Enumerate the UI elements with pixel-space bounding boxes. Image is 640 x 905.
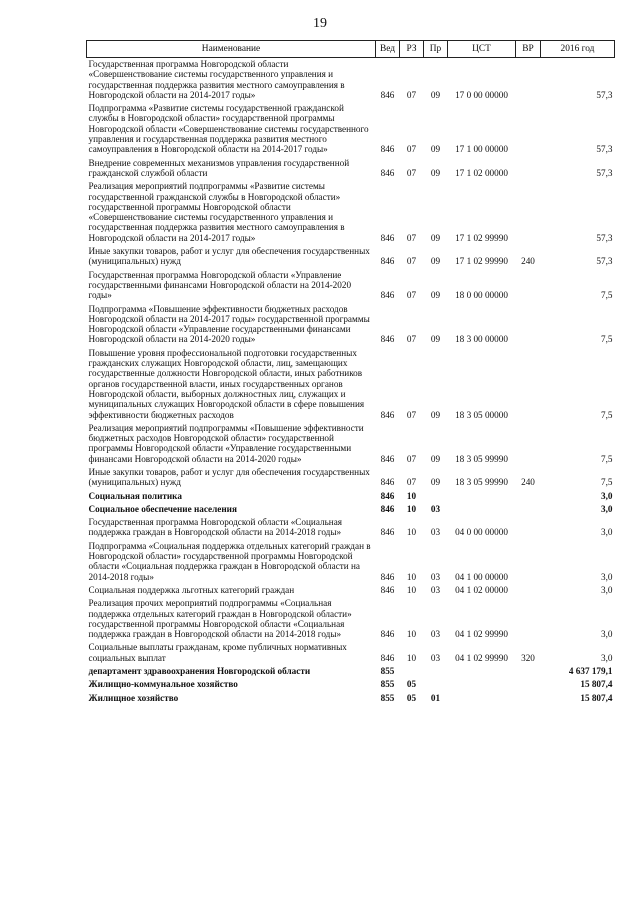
budget-table [86, 40, 615, 705]
table-row [87, 422, 615, 466]
row-ved: 846 [380, 334, 395, 345]
row-cst: 17 1 02 00000 [455, 167, 508, 178]
row-amount: 57,3 [596, 232, 613, 243]
row-rz: 07 [406, 144, 417, 155]
row-rz: 05 [406, 679, 417, 690]
row-vr [516, 58, 541, 103]
row-ved: 846 [380, 256, 395, 267]
table-row [87, 102, 615, 156]
row-cst: 17 0 00 00000 [455, 89, 508, 100]
table-row [87, 58, 615, 103]
row-cst: 17 1 02 99990 [455, 256, 508, 267]
row-rz: 07 [406, 477, 417, 488]
table-row [87, 466, 615, 490]
row-ved: 846 [380, 652, 395, 663]
row-amount: 7,5 [601, 334, 613, 345]
row-vr [516, 303, 541, 347]
row-name: Внедрение современных механизмов управления государственной гражданской службой области [88, 157, 350, 178]
row-pr: 09 [430, 453, 441, 464]
row-name: Реализация прочих мероприятий подпрограммы «Социальная поддержка отдельных категорий граждан в Новгородской области» государственной программы Новгородской области «Социальная поддержка граждан в Новгородской области на 2014-2018 годы» [88, 598, 352, 640]
row-ved: 846 [380, 409, 395, 420]
row-pr: 03 [430, 584, 441, 595]
row-ved: 846 [380, 477, 395, 488]
row-ved: 855 [380, 666, 395, 677]
row-rz: 05 [406, 692, 417, 703]
row-rz: 07 [406, 453, 417, 464]
row-pr: 09 [430, 144, 441, 155]
row-pr: 03 [430, 571, 441, 582]
row-name: Государственная программа Новгородской области «Управление государственными финансами Новгородской области на 2014-2020 годы» [88, 269, 352, 301]
row-name: Социальная политика [88, 490, 182, 501]
row-cst: 04 1 02 99990 [455, 629, 508, 640]
row-name: Государственная программа Новгородской области «Социальная поддержка граждан в Новгородской области на 2014-2018 годы» [88, 517, 343, 538]
row-pr: 09 [430, 89, 441, 100]
row-amount: 15 807,4 [580, 679, 613, 690]
row-ved: 846 [380, 167, 395, 178]
row-amount: 15 807,4 [580, 692, 613, 703]
row-amount: 57,3 [596, 167, 613, 178]
row-pr: 09 [430, 477, 441, 488]
row-cst [448, 490, 516, 503]
row-amount: 3,0 [601, 584, 613, 595]
row-rz: 07 [406, 89, 417, 100]
table-row [87, 303, 615, 347]
table-row [87, 665, 615, 678]
table-row [87, 584, 615, 597]
row-ved: 846 [380, 571, 395, 582]
row-pr: 09 [430, 334, 441, 345]
row-amount: 4 637 179,1 [568, 666, 613, 677]
row-ved: 846 [380, 490, 395, 501]
row-amount: 7,5 [601, 290, 613, 301]
row-cst: 18 3 00 00000 [455, 334, 508, 345]
row-name: Государственная программа Новгородской области «Совершенствование системы государственного управления и государственная поддержка развития местного самоуправления в Новгородской области на 2014-2017 годы» [88, 59, 345, 100]
row-amount: 3,0 [601, 571, 613, 582]
row-ved: 846 [380, 503, 395, 514]
row-rz: 10 [406, 584, 417, 595]
table-row [87, 157, 615, 181]
table-row [87, 490, 615, 503]
row-vr: 320 [521, 652, 535, 663]
row-ved: 846 [380, 89, 395, 100]
row-vr [516, 503, 541, 516]
header-rz: РЗ [400, 41, 424, 58]
row-name: Жилищно-коммунальное хозяйство [88, 679, 238, 690]
row-name: Реализация мероприятий подпрограммы «Повышение эффективности бюджетных расходов Новгородской области» государственной программы Новгородской области «Управление государственными финансами Новгородской области на 2014-2020 годы» [88, 422, 364, 464]
table-row [87, 692, 615, 705]
row-rz: 10 [406, 503, 417, 514]
row-cst [448, 678, 516, 691]
row-rz: 10 [406, 571, 417, 582]
row-name: Социальная поддержка льготных категорий граждан [88, 584, 295, 595]
table-row [87, 678, 615, 691]
row-cst [448, 665, 516, 678]
row-rz: 07 [406, 409, 417, 420]
row-ved: 846 [380, 144, 395, 155]
row-amount: 57,3 [596, 89, 613, 100]
row-rz: 10 [406, 652, 417, 663]
row-ved: 846 [380, 527, 395, 538]
header-pr: Пр [424, 41, 448, 58]
row-vr [516, 597, 541, 641]
row-vr [516, 347, 541, 422]
row-name: департамент здравоохранения Новгородской области [88, 666, 311, 677]
row-vr: 240 [521, 477, 535, 488]
row-vr: 240 [521, 256, 535, 267]
row-ved: 846 [380, 453, 395, 464]
table-row [87, 180, 615, 245]
row-cst [448, 503, 516, 516]
row-cst: 04 0 00 00000 [455, 527, 508, 538]
row-cst: 17 1 00 00000 [455, 144, 508, 155]
row-vr [516, 180, 541, 245]
row-ved: 855 [380, 692, 395, 703]
row-amount: 7,5 [601, 477, 613, 488]
row-ved: 855 [380, 679, 395, 690]
row-cst: 04 1 00 00000 [455, 571, 508, 582]
row-vr [516, 102, 541, 156]
row-name: Подпрограмма «Социальная поддержка отдельных категорий граждан в Новгородской области» государственной программы Новгородской области «Социальная поддержка граждан в Новгородской области на 2014-2018 годы» [88, 540, 371, 582]
row-ved: 846 [380, 584, 395, 595]
row-cst: 17 1 02 99990 [455, 232, 508, 243]
row-rz: 10 [406, 629, 417, 640]
table-row [87, 597, 615, 641]
row-amount: 3,0 [601, 503, 613, 514]
row-name: Социальные выплаты гражданам, кроме публичных нормативных социальных выплат [88, 642, 347, 663]
row-name: Жилищное хозяйство [88, 692, 179, 703]
row-amount: 57,3 [596, 256, 613, 267]
row-vr [516, 584, 541, 597]
row-amount: 7,5 [601, 409, 613, 420]
row-cst: 18 3 05 00000 [455, 409, 508, 420]
row-rz: 10 [406, 490, 417, 501]
row-cst: 04 1 02 00000 [455, 584, 508, 595]
row-pr: 03 [430, 629, 441, 640]
row-pr: 09 [430, 256, 441, 267]
row-vr [516, 516, 541, 540]
table-row [87, 347, 615, 422]
table-header-row [87, 41, 615, 58]
row-name: Социальное обеспечение населения [88, 503, 237, 514]
row-rz: 07 [406, 290, 417, 301]
row-rz: 07 [406, 167, 417, 178]
row-rz: 07 [406, 256, 417, 267]
row-pr: 01 [430, 692, 441, 703]
row-vr [516, 157, 541, 181]
table-row [87, 245, 615, 269]
row-name: Подпрограмма «Повышение эффективности бюджетных расходов Новгородской области на 2014-2017 годы» государственной программы Новгородской области «Управление государственными финансами Новгородской области на 2014-2020 годы» [88, 303, 370, 345]
row-cst [448, 692, 516, 705]
row-rz: 10 [406, 527, 417, 538]
row-name: Повышение уровня профессиональной подготовки государственных гражданских служащих Новгородской области, лиц, замещающих государственные должности Новгородской области, иных работников органов государственной власти, иных государственных органов Новгородской области, выборных должностных лиц, служащих и муниципальных служащих Новгородской области в сфере повышения эффективности бюджетных расходов [88, 347, 365, 420]
row-pr: 03 [430, 503, 441, 514]
row-pr [424, 678, 448, 691]
header-name: Наименование [87, 41, 376, 58]
row-rz: 07 [406, 334, 417, 345]
row-vr [516, 692, 541, 705]
page-number: 19 [313, 16, 327, 31]
row-vr [516, 665, 541, 678]
row-amount: 3,0 [601, 629, 613, 640]
row-rz [400, 665, 424, 678]
header-year: 2016 год [541, 41, 615, 58]
row-amount: 7,5 [601, 453, 613, 464]
row-amount: 57,3 [596, 144, 613, 155]
row-cst: 04 1 02 99990 [455, 652, 508, 663]
row-name: Подпрограмма «Развитие системы государственной гражданской службы в Новгородской области» государственной программы Новгородской области «Совершенствование системы государственного управления и государственная поддержка развития местного самоуправления в Новгородской области на 2014-2017 годы» [88, 103, 369, 155]
row-amount: 3,0 [601, 490, 613, 501]
row-pr: 09 [430, 232, 441, 243]
row-pr: 03 [430, 527, 441, 538]
header-cst: ЦСТ [448, 41, 516, 58]
row-name: Иные закупки товаров, работ и услуг для обеспечения государственных (муниципальных) нужд [88, 466, 370, 488]
table-row [87, 503, 615, 516]
row-ved: 846 [380, 290, 395, 301]
row-name: Иные закупки товаров, работ и услуг для обеспечения государственных (муниципальных) нужд [88, 246, 370, 267]
row-ved: 846 [380, 629, 395, 640]
row-cst: 18 3 05 99990 [455, 453, 508, 464]
row-pr: 09 [430, 167, 441, 178]
row-rz: 07 [406, 232, 417, 243]
row-vr [516, 678, 541, 691]
row-vr [516, 422, 541, 466]
row-pr [424, 665, 448, 678]
row-name: Реализация мероприятий подпрограммы «Развитие системы государственной гражданской службы в Новгородской области» государственной программы Новгородской области «Совершенствование системы государственного управления и государственная поддержка развития местного самоуправления в Новгородской области на 2014-2017 годы» [88, 181, 345, 243]
row-vr [516, 540, 541, 584]
row-vr [516, 490, 541, 503]
row-ved: 846 [380, 232, 395, 243]
header-vr: ВР [516, 41, 541, 58]
table-row [87, 516, 615, 540]
row-vr [516, 269, 541, 303]
row-cst: 18 3 05 99990 [455, 477, 508, 488]
row-cst: 18 0 00 00000 [455, 290, 508, 301]
row-pr [424, 490, 448, 503]
table-row [87, 269, 615, 303]
header-ved: Вед [376, 41, 400, 58]
row-pr: 03 [430, 652, 441, 663]
row-pr: 09 [430, 409, 441, 420]
table-row [87, 641, 615, 665]
row-amount: 3,0 [601, 527, 613, 538]
row-pr: 09 [430, 290, 441, 301]
table-row [87, 540, 615, 584]
row-amount: 3,0 [601, 652, 613, 663]
